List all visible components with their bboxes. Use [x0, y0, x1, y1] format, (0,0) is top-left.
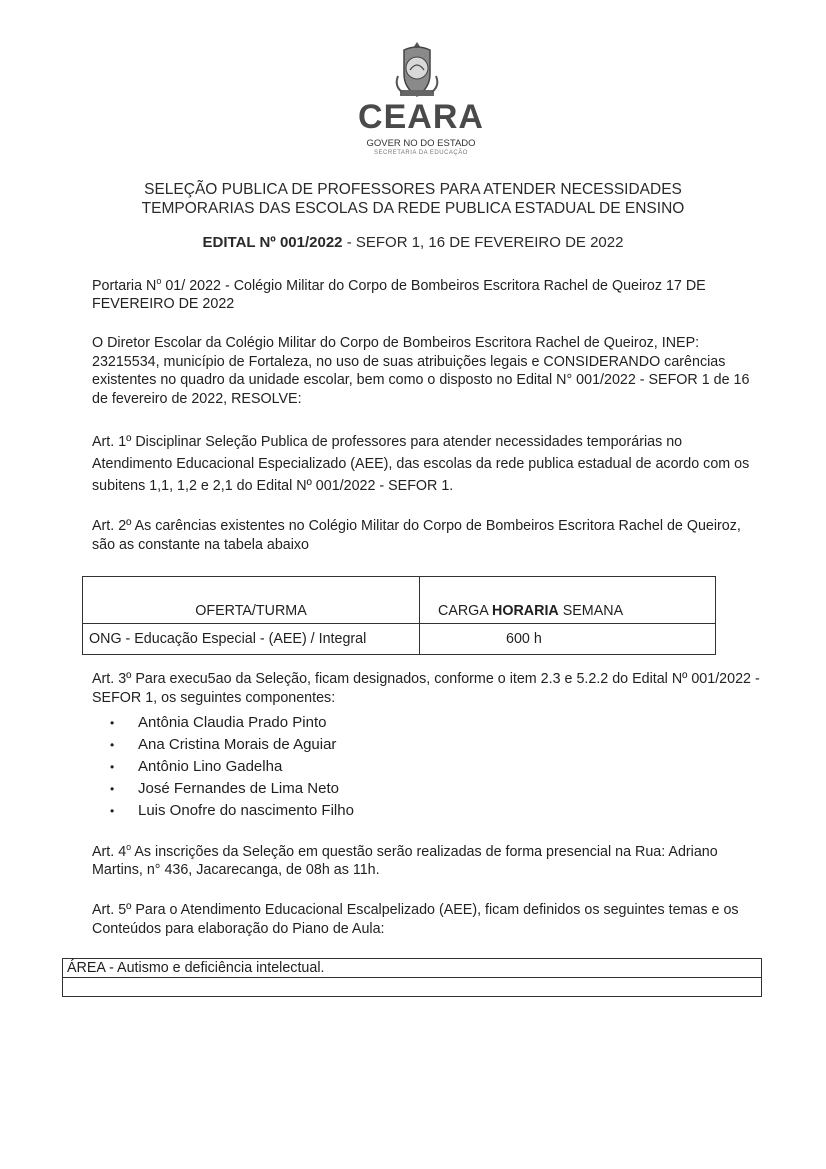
list-item: • Antônia Claudia Prado Pinto [110, 712, 354, 734]
brand-name: CEARA [358, 98, 484, 136]
portaria-prefix: Portaria N [92, 277, 157, 294]
list-item: • Antônio Lino Gadelha [110, 756, 354, 778]
table-row [83, 624, 716, 655]
table-row [63, 978, 762, 997]
article-5: Art. 5º Para o Atendimento Educacional Escalpelizado (AEE), ficam definidos os seguintes temas e os Conteúdos para elaboração do Piano de Aula: [92, 902, 739, 937]
article-2: Art. 2º As carências existentes no Colégio Militar do Corpo de Bombeiros Escritora Rachel de Queiroz, são as constante na tabela abaixo [92, 518, 741, 553]
area-empty-cell [63, 978, 762, 997]
workload-column-header: CARGA HORARIA SEMANA [420, 577, 716, 624]
offer-table [82, 576, 716, 655]
article-4-prefix: Art. 4 [92, 843, 127, 860]
area-table [62, 958, 762, 997]
secretariat-label: SECRETARIA DA EDUCAÇÃO [374, 150, 468, 156]
coat-of-arms-icon [394, 40, 440, 102]
document-title-line-2: TEMPORARIAS DAS ESCOLAS DA REDE PUBLICA ESTADUAL DE ENSINO [141, 200, 685, 217]
edital-date: - SEFOR 1, 16 DE FEVEREIRO DE 2022 [342, 234, 624, 251]
offer-cell: ONG - Educação Especial - (AEE) / Integral [83, 624, 420, 655]
portaria-sup: o [156, 276, 162, 286]
intro-paragraph: O Diretor Escolar da Colégio Militar do Corpo de Bombeiros Escritora Rachel de Queiroz, INEP: 23215534, município de Fortaleza, no uso de suas atribuições legais e CONSIDERANDO carências existentes no quadro da unidade escolar, bem como o disposto no Edital N° 001/2022 - SEFOR 1 de 16 de fevereiro de 2022, RESOLVE: [92, 335, 750, 407]
portaria-text: 01/ 2022 - Colégio Militar do Corpo de Bombeiros Escritora Rachel de Queiroz 17 DE FEVEREIRO DE 2022 [92, 277, 706, 313]
list-item: • Ana Cristina Morais de Aguiar [110, 734, 354, 756]
article-4-sup: o [126, 842, 132, 852]
government-label: GOVER NO DO ESTADO [366, 138, 476, 149]
article-4-text: As inscrições da Seleção em questão serão realizadas de forma presencial na Rua: Adriano Martins, n° 436, Jacarecanga, de 08h as 11h. [92, 843, 718, 879]
state-logo [340, 38, 500, 168]
document-title-line-1: SELEÇÃO PUBLICA DE PROFESSORES PARA ATENDER NECESSIDADES [144, 181, 682, 198]
area-cell: ÁREA - Autismo e deficiência intelectual. [63, 959, 762, 978]
edital-heading [60, 234, 766, 251]
article-4 [92, 838, 762, 880]
offer-column-header: OFERTA/TURMA [83, 577, 420, 624]
edital-number: EDITAL Nº 001/2022 [202, 234, 343, 251]
list-item: • José Fernandes de Lima Neto [110, 778, 354, 800]
list-item: • Luis Onofre do nascimento Filho [110, 800, 354, 822]
table-row [63, 959, 762, 978]
article-3: Art. 3º Para execu5ao da Seleção, ficam designados, conforme o item 2.3 e 5.2.2 do Edital Nº 001/2022 - SEFOR 1, os seguintes componentes: [92, 671, 760, 706]
hours-cell: 600 h [420, 624, 716, 655]
article-1: Art. 1º Disciplinar Seleção Publica de professores para atender necessidades temporárias no Atendimento Educacional Especializado (AEE), das escolas da rede publica estadual de acordo com os subitens 1,1, 1,2 e 2,1 do Edital Nº 001/2022 - SEFOR 1. [92, 434, 750, 494]
table-header-row [83, 577, 716, 624]
committee-list [110, 712, 354, 822]
portaria-paragraph [92, 272, 762, 314]
